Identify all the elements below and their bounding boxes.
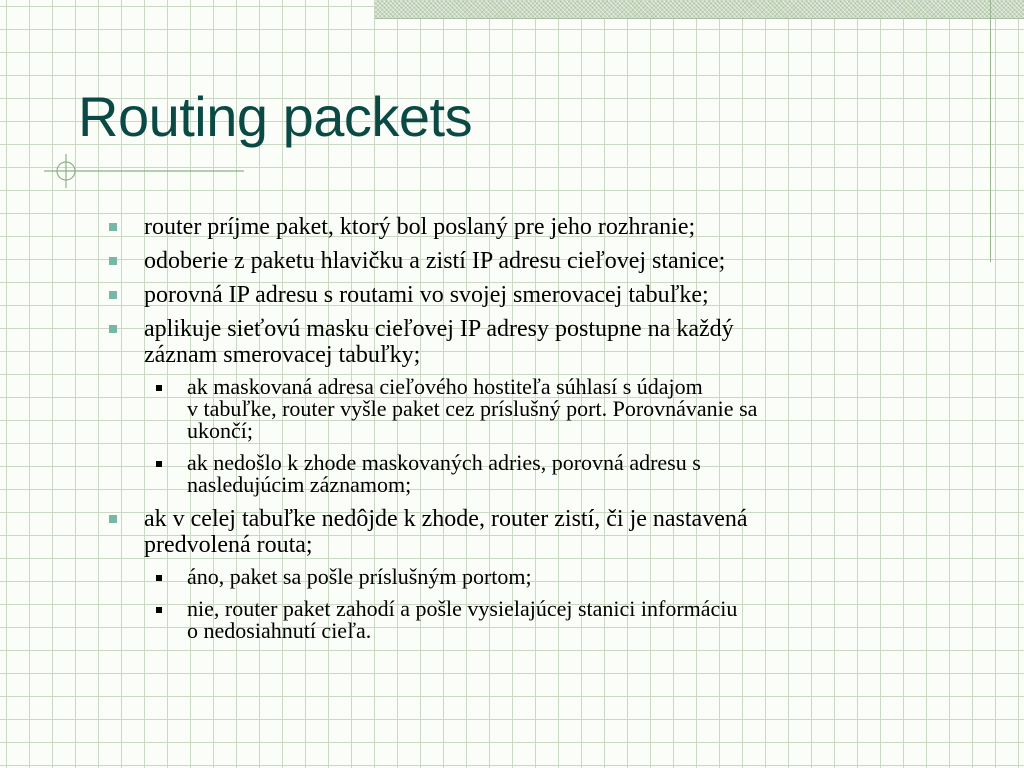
sub-bullet-text: nasledujúcim záznamom; <box>187 472 412 497</box>
bullet-text: predvolená routa; <box>144 532 313 558</box>
sub-bullet-item <box>144 452 986 496</box>
small-square-bullet-icon <box>156 385 162 391</box>
small-square-bullet-icon <box>156 575 162 581</box>
sub-bullet-text: nie, router paket zahodí a pošle vysielajúcej stanici informáciu <box>187 596 738 621</box>
bullet-item <box>106 282 986 308</box>
small-square-bullet-icon <box>156 607 162 613</box>
sub-bullet-text: v tabuľke, router vyšle paket cez príslušný port. Porovnávanie sa <box>187 396 758 421</box>
bullet-item <box>106 214 986 240</box>
bullet-item <box>106 316 986 496</box>
bullet-list <box>106 214 986 642</box>
bullet-text: záznam smerovacej tabuľky; <box>144 342 421 368</box>
crosshair-circle-icon <box>44 154 254 188</box>
sub-bullet-list <box>144 376 986 496</box>
bullet-text: odoberie z paketu hlavičku a zistí IP adresu cieľovej stanice; <box>144 248 726 274</box>
bullet-text: router príjme paket, ktorý bol poslaný pre jeho rozhranie; <box>144 214 696 240</box>
bullet-item <box>106 248 986 274</box>
sub-bullet-list <box>144 566 986 642</box>
square-bullet-icon <box>109 325 117 333</box>
sub-bullet-text: ukončí; <box>187 418 253 443</box>
slide-body <box>106 214 986 652</box>
square-bullet-icon <box>109 515 117 523</box>
sub-bullet-text: áno, paket sa pošle príslušným portom; <box>187 564 532 589</box>
right-decorative-line <box>990 0 991 262</box>
sub-bullet-text: ak maskovaná adresa cieľového hostiteľa súhlasí s údajom <box>187 374 703 399</box>
bullet-item <box>106 506 986 642</box>
bullet-text: porovná IP adresu s routami vo svojej smerovacej tabuľke; <box>144 282 709 308</box>
sub-bullet-item <box>144 598 986 642</box>
bullet-text: ak v celej tabuľke nedôjde k zhode, router zistí, či je nastavená <box>144 506 748 532</box>
slide-title: Routing packets <box>78 85 473 148</box>
square-bullet-icon <box>109 257 117 265</box>
sub-bullet-text: ak nedošlo k zhode maskovaných adries, porovná adresu s <box>187 450 701 475</box>
square-bullet-icon <box>109 223 117 231</box>
top-decorative-band <box>375 0 1024 19</box>
sub-bullet-text: o nedosiahnutí cieľa. <box>187 618 372 643</box>
sub-bullet-item <box>144 376 986 442</box>
sub-bullet-item <box>144 566 986 588</box>
square-bullet-icon <box>109 291 117 299</box>
bullet-text: aplikuje sieťovú masku cieľovej IP adresy postupne na každý <box>144 316 734 342</box>
small-square-bullet-icon <box>156 461 162 467</box>
